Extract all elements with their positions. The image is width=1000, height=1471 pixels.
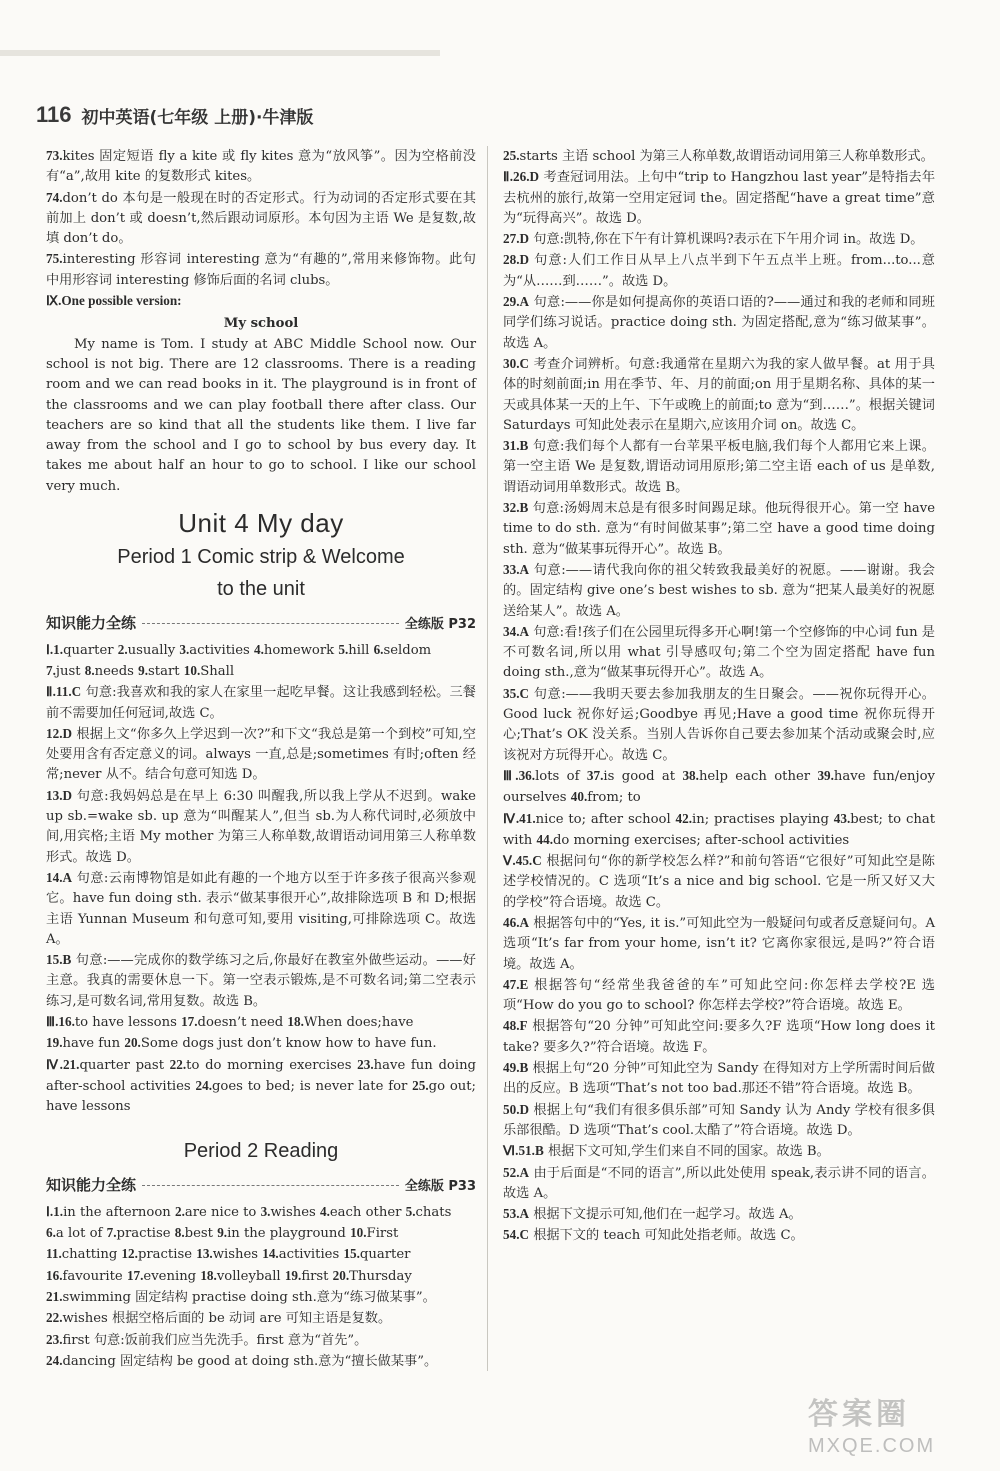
answer-item: 50.D 根据上句“我们有很多俱乐部”可知 Sandy 认为 Andy 学校有很多俱乐部很酷。D 选项“That’s cool.太酷了”符合语境。故选 D。 <box>503 1101 935 1138</box>
section-name: 知识能力全练 <box>46 614 137 633</box>
answer-item: 48.F 根据答句“20 分钟”可知此空问:要多久?F 选项“How long does it take? 要多久?”符合语境。故选 F。 <box>503 1018 935 1055</box>
answer-item: 23.first 句意:饭前我们应当先洗手。first 意为“首先”。 <box>46 1331 368 1348</box>
right-column <box>503 146 935 1247</box>
answer-item: 15.B 句意:——完成你的数学练习之后,你最好在教室外做些运动。——好主意。我真的需要休息一下。第一空表示锻炼,是不可数名词;第二空表示练习,是可数名词,常用复数。故选 B。 <box>46 952 476 1009</box>
section-ref: 全练版 P33 <box>404 1179 476 1195</box>
answer-item: 30.C 考查介词辨析。句意:我通常在星期六为我的家人做早餐。at 用于具体的时刻前面;in 用在季节、年、月的前面;on 用于星期名称、具体的某一天或具体某一天的上午、下午或晚上的前面;to 意为“到……”。根据关键词 Saturdays 可知此处表示在星期六,应该用介词 on。故选 C。 <box>503 355 935 433</box>
column-divider <box>487 146 488 1371</box>
answer-item: Ⅳ.21.quarter past 22.to do morning exercises 23.have fun doing after-school activities 24.goes to bed; is never late for 25.go out; have lessons <box>46 1056 476 1115</box>
leader-dots <box>142 1185 399 1186</box>
answer-item: 25.starts 主语 school 为第三人称单数,故谓语动词用第三人称单数形式。 <box>503 148 934 164</box>
answer-item: 6.a lot of 7.practise 8.best 9.in the playground 10.First <box>46 1225 399 1242</box>
answer-item: 46.A 根据答句中的“Yes, it is.”可知此空为一般疑问句或者反意疑问句。A 选项“It’s far from your home, isn’t it? 它离你家很远,是吗?”符合语境。故选 A。 <box>503 914 935 972</box>
essay-body: My name is Tom. I study at ABC Middle School now. Our school is not big. There are 12 classrooms. There is a reading room and we can read books in it. The playground is in front of the classrooms and we can play football there after class. Our teachers are so kind that all the students like them. I live far away from the school and I go to school by bus every day. It takes me about half an hour to go to school. I like our school very much. <box>46 336 476 494</box>
period-2-title: Period 2 Reading <box>183 1140 339 1163</box>
answer-item: 49.B 根据上句“20 分钟”可知此空为 Sandy 在得知对方上学所需时间后做出的反应。B 选项“That’s not too bad.那还不错”符合语境。故选 B。 <box>503 1060 935 1097</box>
answers-period-1 <box>46 640 476 1118</box>
answer-item: 13.D 句意:我妈妈总是在早上 6:30 叫醒我,所以我上学从不迟到。wake up sb.=wake sb. up 意为“叫醒某人”,但当 sb.为人称代词时,必须放中间,用宾格;主语 My mother 为第三人称单数,故谓语动词用第三人称单数形式。故选 D。 <box>46 787 476 865</box>
page-number: 116 <box>36 102 72 127</box>
answer-item: Ⅱ.26.D 考查冠词用法。上句中“trip to Hangzhou last year”是特指去年去杭州的旅行,故第一空用定冠词 the。固定搭配“have a great time”意为“玩得高兴”。故选 D。 <box>503 169 936 226</box>
answer-item: 22.wishes 根据空格后面的 be 动词 are 可知主语是复数。 <box>46 1310 392 1327</box>
leader-dots <box>142 623 399 624</box>
left-column <box>46 146 476 1372</box>
answer-item: 75.interesting 形容词 interesting 意为“有趣的”,常用来修饰物。此句中用形容词 interesting 修饰后面的名词 clubs。 <box>46 251 476 288</box>
answer-item: 12.D 根据上文“你多久上学迟到一次?”和下文“我总是第一个到校”可知,空处要用含有否定意义的词。always 一直,总是;sometimes 有时;often 经常;never 从不。结合句意可知选 D。 <box>46 725 476 783</box>
section-header-2 <box>46 1175 476 1197</box>
answer-item: Ⅰ.1.quarter 2.usually 3.activities 4.homework 5.hill 6.seldom <box>46 641 432 658</box>
answer-item: 73.kites 固定短语 fly a kite 或 fly kites 意为“放风筝”。因为空格前没有“a”,故用 kite 的复数形式 kites。 <box>46 148 476 185</box>
answer-item: 7.just 8.needs 9.start 10.Shall <box>46 662 235 679</box>
watermark-logo <box>808 1389 978 1459</box>
answer-item: 24.dancing 固定结构 be good at doing sth.意为“擅长做某事”。 <box>46 1352 438 1369</box>
answers-period-2 <box>46 1202 476 1372</box>
watermark-logo-text: 答案圈 <box>808 1397 910 1432</box>
answer-item: Ⅴ.45.C 根据问句“你的新学校怎么样?”和前句答语“它很好”可知此空是陈述学校情况的。C 选项“It’s a nice and big school. 它是一所又好又大的学校”符合语境。故选 C。 <box>503 853 935 910</box>
answer-item: Ⅲ.16.to have lessons 17.doesn’t need 18.When does;have <box>46 1013 414 1030</box>
page-header <box>36 102 313 128</box>
answer-item: 47.E 根据答句“经常坐我爸爸的车”可知此空问:你怎样去学校?E 选项“How do you go to school? 你怎样去学校?”符合语境。故选 E。 <box>503 976 935 1014</box>
answer-item: 52.A 由于后面是“不同的语言”,所以此处使用 speak,表示讲不同的语言。故选 A。 <box>503 1164 935 1201</box>
answer-item: 31.B 句意:我们每个人都有一台苹果平板电脑,我们每个人都用它来上课。第一空主语 We 是复数,谓语动词用原形;第二空主语 each of us 是单数,谓语动词用单数形式。故选 B。 <box>503 438 935 495</box>
answer-item: 29.A 句意:——你是如何提高你的英语口语的?——通过和我的老师和同班同学们练习说话。practice doing sth. 为固定搭配,意为“练习做某事”。故选 A。 <box>503 294 935 351</box>
answer-item: 35.C 句意:——我明天要去参加我朋友的生日聚会。——祝你玩得开心。Good luck 祝你好运;Goodbye 再见;Have a good time 祝你玩得开心;That’s OK 没关系。当别人告诉你自己要去参加某个活动或聚会时,应该祝对方玩得开心。故选 C。 <box>503 685 935 763</box>
top-bar <box>0 50 440 56</box>
answer-item: 54.C 根据下文的 teach 可知此处指老师。故选 C。 <box>503 1227 804 1244</box>
answer-item: 28.D 句意:人们工作日从早上八点半到下午五点半上班。from...to...意为“从……到……”。故选 D。 <box>503 252 935 289</box>
unit-title: Unit 4 My day <box>178 508 344 539</box>
answer-item: 16.favourite 17.evening 18.volleyball 19.first 20.Thursday <box>46 1267 412 1284</box>
answer-item: Ⅱ.11.C 句意:我喜欢和我的家人在家里一起吃早餐。这让我感到轻松。三餐前不需要加任何冠词,故选 C。 <box>46 684 476 721</box>
period-1-title: Period 1 Comic strip & Welcome <box>117 546 405 569</box>
section-header-1 <box>46 613 476 635</box>
answer-item: Ⅸ.One possible version: <box>46 293 182 309</box>
answer-item: Ⅲ.36.lots of 37.is good at 38.help each other 39.have fun/enjoy ourselves 40.from; to <box>503 767 936 806</box>
answer-item: 14.A 句意:云南博物馆是如此有趣的一个地方以至于许多孩子很高兴参观它。have fun doing sth. 表示“做某事很开心”,故排除选项 B 和 D;根据主语 Yunnan Museum 和句意可知,要用 visiting,可排除选项 C。故选 A。 <box>46 869 476 947</box>
answer-item: 74.don’t do 本句是一般现在时的否定形式。行为动词的否定形式要在其前加上 don’t 或 doesn’t,然后跟动词原形。本句因为主语 We 是复数,故填 don’t do。 <box>46 189 476 247</box>
book-title: 初中英语(七年级 上册)·牛津版 <box>81 107 314 128</box>
answer-item: 21.swimming 固定结构 practise doing sth.意为“练习做某事”。 <box>46 1288 436 1305</box>
answer-item: 33.A 句意:——请代我向你的祖父转致我最美好的祝愿。——谢谢。我会的。固定结构 give one’s best wishes to sb. 意为“把某人最美好的祝愿送给某人”。故选 A。 <box>503 561 935 619</box>
period-1-subtitle: to the unit <box>217 578 305 601</box>
answer-item: 34.A 句意:看!孩子们在公园里玩得多开心啊!第一个空修饰的中心词 fun 是不可数名词,所以用 what 引导感叹句;第二个空为固定搭配 have fun doing sth.,意为“做某事玩得开心”。故选 A。 <box>503 623 935 681</box>
section-name: 知识能力全练 <box>46 1176 137 1195</box>
answer-item: Ⅳ.41.nice to; after school 42.in; practises playing 43.best; to chat with 44.do morning exercises; after-school activities <box>503 810 935 848</box>
answer-item: 27.D 句意:凯特,你在下午有计算机课吗?表示在下午用介词 in。故选 D。 <box>503 231 924 248</box>
essay-title: My school <box>223 316 299 332</box>
answer-item: 11.chatting 12.practise 13.wishes 14.activities 15.quarter <box>46 1246 411 1263</box>
answer-item: 19.have fun 20.Some dogs just don’t know how to have fun. <box>46 1035 437 1052</box>
answers-top <box>46 146 476 312</box>
answer-item: Ⅰ.1.in the afternoon 2.are nice to 3.wishes 4.each other 5.chats <box>46 1203 452 1220</box>
answer-item: Ⅵ.51.B 根据下文可知,学生们来自不同的国家。故选 B。 <box>503 1143 830 1160</box>
answer-item: 32.B 句意:汤姆周末总是有很多时间踢足球。他玩得很开心。第一空 have time to do sth. 意为“有时间做某事”;第二空 have a good time doing sth. 意为“做某事玩得开心”。故选 B。 <box>503 500 935 557</box>
watermark-logo-subtext: MXQE.COM <box>808 1435 936 1457</box>
answers-right <box>503 146 935 1247</box>
answer-item: 53.A 根据下文提示可知,他们在一起学习。故选 A。 <box>503 1206 802 1223</box>
section-ref: 全练版 P32 <box>404 617 476 633</box>
